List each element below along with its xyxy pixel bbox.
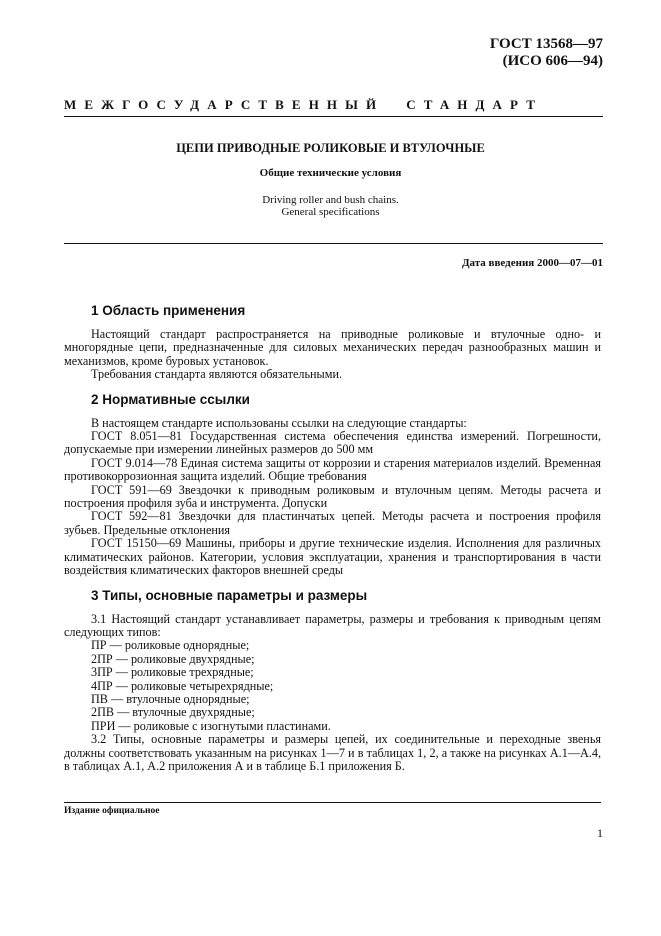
gost-number: ГОСТ 13568—97 <box>489 36 603 52</box>
english-title <box>0 194 661 218</box>
paragraph: В настоящем стандарте использованы ссылки на следующие стандарты: <box>91 415 467 430</box>
section-scope <box>64 303 601 382</box>
section-heading: 1 Область применения <box>91 303 246 318</box>
chain-type-item: ПР — роликовые однорядные; <box>91 638 250 653</box>
interstate-standard-label <box>64 97 603 113</box>
section-heading: 3 Типы, основные параметры и размеры <box>91 587 368 603</box>
english-title-line-1: Driving roller and bush chains. <box>262 194 399 206</box>
reference-item: ГОСТ 591—69 Звездочки к приводным роликовым и втулочным цепям. Методы расчета и построения профиля зуба и инструмента. Допуски <box>64 482 601 511</box>
reference-item: ГОСТ 8.051—81 Государственная система обеспечения единства измерений. Погрешности, допускаемые при измерении линейных размеров до 500 мм <box>64 429 601 457</box>
document-body <box>64 303 601 783</box>
english-title-line-2: General specifications <box>281 206 380 218</box>
title-divider <box>64 243 603 244</box>
paragraph: Настоящий стандарт распространяется на приводные роликовые и втулочные одно- и многорядные цепи, предназначенные для силовых механических передач разнообразных машин и механизмов, кроме буровых установок. <box>64 327 601 368</box>
page-number: 1 <box>597 826 603 840</box>
interstate-word-1: МЕЖГОСУДАРСТВЕННЫЙ <box>64 97 385 112</box>
reference-item: ГОСТ 9.014—78 Единая система защиты от коррозии и старения материалов изделий. Временная противокоррозионная защита изделий. Общие требования <box>64 455 601 484</box>
reference-item: ГОСТ 15150—69 Машины, приборы и другие технические изделия. Исполнения для различных климатических районов. Категории, условия эксплуатации, хранения и транспортирования в части воздействия климатических факторов внешней среды <box>64 536 601 578</box>
introduction-date: Дата введения 2000—07—01 <box>461 257 603 269</box>
chain-type-item: 4ПР — роликовые четырехрядные; <box>91 678 274 693</box>
section-heading: 2 Нормативные ссылки <box>91 391 250 407</box>
chain-type-item: ПВ — втулочные однорядные; <box>91 691 250 706</box>
official-edition-label: Издание официальное <box>64 806 160 816</box>
footer-divider <box>64 802 601 803</box>
standard-number-block <box>490 36 603 70</box>
document-title: ЦЕПИ ПРИВОДНЫЕ РОЛИКОВЫЕ И ВТУЛОЧНЫЕ <box>176 141 485 155</box>
iso-number: (ИСО 606—94) <box>502 53 603 69</box>
chain-type-item: ПРИ — роликовые с изогнутыми пластинами. <box>91 718 331 733</box>
paragraph: 3.1 Настоящий стандарт устанавливает параметры, размеры и требования к приводным цепям следующих типов: <box>64 611 601 639</box>
chain-type-item: 2ПР — роликовые двухрядные; <box>91 651 255 666</box>
chain-type-item: 3ПР — роликовые трехрядные; <box>91 665 254 680</box>
section-normative-references <box>64 392 601 578</box>
document-subtitle: Общие технические условия <box>259 167 402 179</box>
section-types-parameters <box>64 588 601 774</box>
chain-type-item: 2ПВ — втулочные двухрядные; <box>91 705 255 720</box>
interstate-word-2: СТАНДАРТ <box>406 97 544 112</box>
reference-item: ГОСТ 592—81 Звездочки для пластинчатых цепей. Методы расчета и построения профиля зубьев. Предельные отклонения <box>64 509 601 537</box>
header-divider <box>64 116 603 117</box>
paragraph: Требования стандарта являются обязательными. <box>91 367 343 382</box>
paragraph: 3.2 Типы, основные параметры и размеры цепей, их соединительные и переходные звенья должны соответствовать указанным на рисунках 1—7 и в таблицах 1, 2, а также на рисунках А.1—А.4, в таблицах А.1, А.2 приложения А и в таблице Б.1 приложения Б. <box>64 732 601 773</box>
